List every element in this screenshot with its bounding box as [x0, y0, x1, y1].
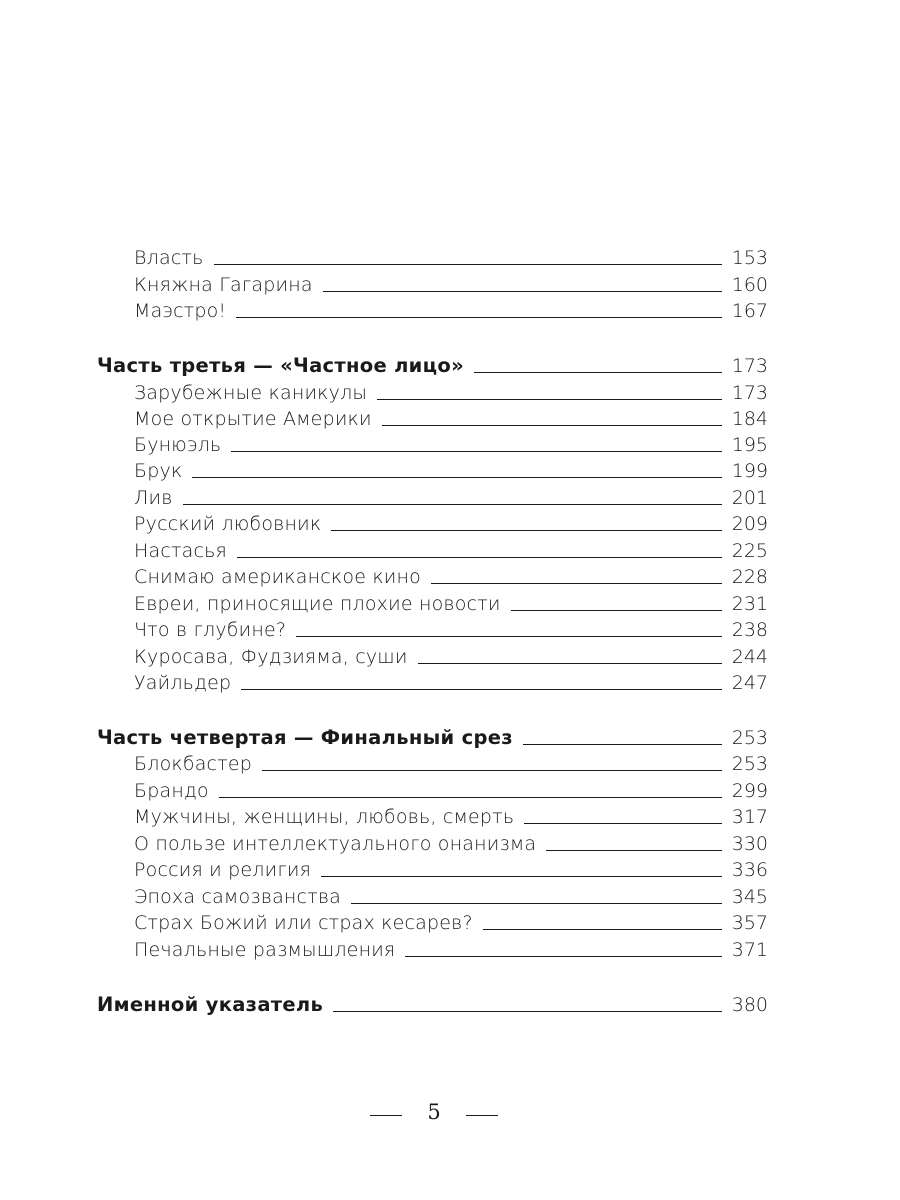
- page-ref: 357: [731, 912, 768, 934]
- toc-entry: [0, 406, 900, 432]
- footer-dash-left: [370, 1115, 402, 1116]
- entry-title: Мое открытие Америки: [134, 408, 372, 430]
- entry-title: Бунюэль: [134, 434, 222, 456]
- leader-line: [546, 850, 722, 851]
- toc-entry: [0, 245, 900, 271]
- toc-entry: [0, 380, 900, 406]
- page-ref: 253: [731, 727, 768, 749]
- page-ref: 345: [731, 886, 768, 908]
- toc-entry: [0, 458, 900, 484]
- page-ref: 173: [731, 355, 768, 377]
- page-ref: 380: [731, 994, 768, 1016]
- page-ref: 209: [731, 513, 768, 535]
- page-ref: 167: [731, 300, 768, 322]
- entry-title: Лив: [134, 487, 173, 509]
- leader-line: [323, 291, 722, 292]
- page-ref: 184: [731, 408, 768, 430]
- leader-line: [524, 823, 722, 824]
- toc-entry: [0, 670, 900, 696]
- toc-entry: [0, 511, 900, 537]
- toc-entry: [0, 538, 900, 564]
- page-ref: 228: [731, 566, 768, 588]
- toc-entry: [0, 778, 900, 804]
- entry-title: Княжна Гагарина: [134, 274, 313, 296]
- toc-entry: [0, 591, 900, 617]
- leader-line: [192, 477, 722, 478]
- leader-line: [377, 399, 722, 400]
- page-ref: 160: [731, 274, 768, 296]
- leader-line: [382, 425, 722, 426]
- entry-title: О пользе интеллектуального онанизма: [134, 833, 537, 855]
- leader-line: [474, 372, 722, 373]
- page-ref: 317: [731, 806, 768, 828]
- part-title: Часть третья — «Частное лицо»: [97, 354, 464, 377]
- toc-entry: [0, 751, 900, 777]
- page-ref: 153: [731, 247, 768, 269]
- leader-line: [331, 530, 722, 531]
- toc-entry: [0, 857, 900, 883]
- entry-title: Снимаю американское кино: [134, 566, 421, 588]
- toc-entry: [0, 485, 900, 511]
- leader-line: [405, 956, 722, 957]
- toc-part-heading: [0, 725, 900, 751]
- page-ref: 199: [731, 460, 768, 482]
- entry-title: Страх Божий или страх кесарев?: [134, 912, 473, 934]
- page-ref: 225: [731, 540, 768, 562]
- entry-title: Маэстро!: [134, 300, 227, 322]
- leader-line: [483, 929, 722, 930]
- entry-title: Брук: [134, 460, 183, 482]
- page-ref: 247: [731, 672, 768, 694]
- leader-line: [333, 1011, 722, 1012]
- entry-title: Брандо: [134, 780, 209, 802]
- toc-part-heading: [0, 353, 900, 379]
- entry-title: Уайльдер: [134, 672, 232, 694]
- toc-entry: [0, 617, 900, 643]
- leader-line: [241, 689, 722, 690]
- leader-line: [231, 451, 722, 452]
- toc-entry: [0, 804, 900, 830]
- entry-title: Евреи, приносящие плохие новости: [134, 593, 501, 615]
- page-number: 5: [427, 1100, 441, 1124]
- entry-title: Настасья: [134, 540, 227, 562]
- entry-title: Россия и религия: [134, 859, 312, 881]
- leader-line: [183, 504, 722, 505]
- toc-entry: [0, 831, 900, 857]
- toc-entry: [0, 910, 900, 936]
- leader-line: [237, 557, 722, 558]
- toc-entry: [0, 937, 900, 963]
- leader-line: [236, 317, 722, 318]
- entry-title: Мужчины, женщины, любовь, смерть: [134, 806, 515, 828]
- page-ref: 371: [731, 939, 768, 961]
- leader-line: [214, 264, 722, 265]
- footer-dash-right: [466, 1115, 498, 1116]
- part-title: Именной указатель: [97, 993, 324, 1016]
- leader-line: [511, 610, 722, 611]
- entry-title: Что в глубине?: [134, 619, 287, 641]
- leader-line: [351, 903, 722, 904]
- entry-title: Эпоха самозванства: [134, 886, 342, 908]
- page-ref: 238: [731, 619, 768, 641]
- leader-line: [321, 876, 722, 877]
- page-ref: 231: [731, 593, 768, 615]
- page-ref: 173: [731, 382, 768, 404]
- toc-entry: [0, 884, 900, 910]
- page-ref: 195: [731, 434, 768, 456]
- entry-title: Куросава, Фудзияма, суши: [134, 646, 408, 668]
- entry-title: Блокбастер: [134, 753, 252, 775]
- page-ref: 330: [731, 833, 768, 855]
- leader-line: [523, 744, 722, 745]
- toc-part-heading: [0, 992, 900, 1018]
- toc-entry: [0, 272, 900, 298]
- toc-entry: [0, 298, 900, 324]
- page-footer: [0, 1098, 900, 1132]
- entry-title: Зарубежные каникулы: [134, 382, 368, 404]
- part-title: Часть четвертая — Финальный срез: [97, 726, 513, 749]
- leader-line: [296, 636, 722, 637]
- entry-title: Власть: [134, 247, 204, 269]
- page-ref: 244: [731, 646, 768, 668]
- toc-entry: [0, 564, 900, 590]
- leader-line: [431, 583, 722, 584]
- page-ref: 201: [731, 487, 768, 509]
- leader-line: [418, 663, 722, 664]
- leader-line: [219, 797, 722, 798]
- entry-title: Печальные размышления: [134, 939, 396, 961]
- toc-entry: [0, 644, 900, 670]
- page-ref: 299: [731, 780, 768, 802]
- entry-title: Русский любовник: [134, 513, 322, 535]
- toc-entry: [0, 432, 900, 458]
- page-ref: 336: [731, 859, 768, 881]
- page-ref: 253: [731, 753, 768, 775]
- leader-line: [262, 770, 722, 771]
